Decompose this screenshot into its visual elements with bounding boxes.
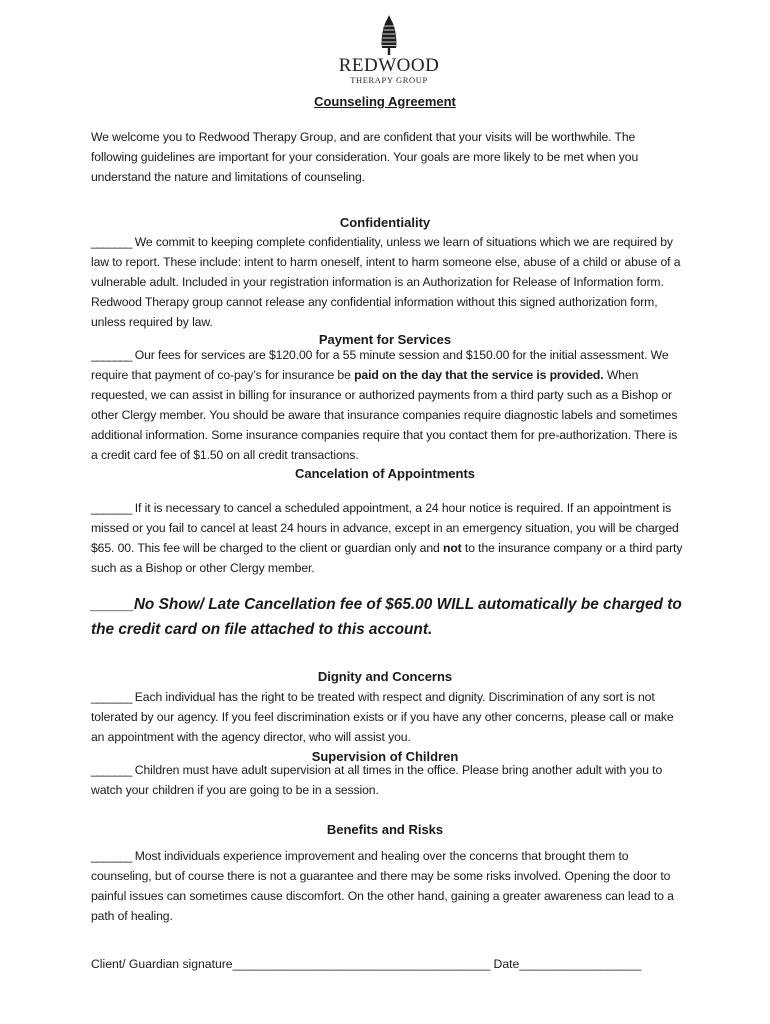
- cancelation-text-b: to the insurance company or a third party such as a Bishop or other Clergy member.: [91, 541, 683, 575]
- intro-paragraph: We welcome you to Redwood Therapy Group, and are confident that your visits will be worthwhile. The following guidelines are important for your consideration. Your goals are more likely to be met when you understand the nature and limitations of counseling.: [91, 130, 639, 184]
- cancelation-paragraph: [91, 498, 685, 578]
- noshow-notice: [91, 592, 691, 642]
- confidentiality-text: We commit to keeping complete confidentiality, unless we learn of situations which we are required by law to report. These include: intent to harm oneself, intent to harm someone else, abuse of a child or abuse of a vulnerable adult. Included in your registration information is an Authorization for Release of Information form. Redwood Therapy group cannot release any confidential information without this signed authorization form, unless required by law.: [91, 235, 681, 329]
- logo-subtitle: THERAPY GROUP: [350, 75, 428, 85]
- initials-blank[interactable]: _______: [91, 235, 132, 249]
- redwood-tree-icon: [375, 14, 403, 56]
- initials-blank[interactable]: _______: [91, 849, 132, 863]
- payment-text-a: Our fees for services are $120.00 for a 55 minute session and $150.00 for the initial assessment. We require that payment of co-pay’s for insurance be: [91, 348, 669, 382]
- client-signature-line[interactable]: ______________________________________: [232, 957, 491, 971]
- confidentiality-heading: Confidentiality: [339, 215, 431, 230]
- signature-row: [91, 956, 691, 972]
- benefits-paragraph: [91, 846, 685, 926]
- dignity-text: Each individual has the right to be treated with respect and dignity. Discrimination of any sort is not tolerated by our agency. If you feel discrimination exists or if you have any other concerns, please call or make an appointment with the agency director, who will assist you.: [91, 690, 674, 744]
- payment-heading: Payment for Services: [318, 332, 452, 347]
- noshow-text: No Show/ Late Cancellation fee of $65.00 WILL automatically be charged to the credit card on file attached to this account.: [91, 596, 682, 638]
- dignity-heading: Dignity and Concerns: [317, 669, 453, 684]
- cancelation-bold-text: not: [442, 541, 462, 555]
- cancelation-heading: Cancelation of Appointments: [294, 466, 476, 481]
- supervision-paragraph: [91, 760, 685, 800]
- payment-paragraph: [91, 345, 685, 465]
- initials-blank[interactable]: _______: [91, 763, 132, 777]
- confidentiality-paragraph: [91, 232, 685, 332]
- benefits-heading: Benefits and Risks: [326, 822, 444, 837]
- initials-blank[interactable]: _____: [91, 596, 134, 613]
- date-line[interactable]: __________________: [519, 957, 642, 971]
- client-signature-label: Client/ Guardian signature: [91, 957, 233, 971]
- initials-blank[interactable]: _______: [91, 348, 132, 362]
- cancelation-text-a: If it is necessary to cancel a scheduled appointment, a 24 hour notice is required. If an appointment is missed or you fail to cancel at least 24 hours in advance, except in an emergency situation, you will be charged $65. 00. This fee will be charged to the client or guardian only and: [91, 501, 679, 555]
- supervision-heading: Supervision of Children: [311, 749, 459, 764]
- logo-name: REDWOOD: [338, 55, 440, 76]
- initials-blank[interactable]: _______: [91, 690, 132, 704]
- initials-blank[interactable]: _______: [91, 501, 132, 515]
- payment-text-b: When requested, we can assist in billing for insurance or authorized payments from a third party such as a Bishop or other Clergy member. You should be aware that insurance companies require diagnostic labels and sometimes additional information. Some insurance companies require that you contact them for pre-authorization. There is a credit card fee of $1.50 on all credit transactions.: [91, 368, 678, 462]
- redwood-logo: [327, 14, 451, 86]
- date-label: Date: [490, 957, 520, 971]
- supervision-text: Children must have adult supervision at all times in the office. Please bring another adult with you to watch your children if you are going to be in a session.: [91, 763, 663, 797]
- document-title: Counseling Agreement: [314, 94, 456, 109]
- dignity-paragraph: [91, 687, 685, 747]
- benefits-text: Most individuals experience improvement and healing over the concerns that brought them to counseling, but of course there is not a guarantee and there may be some risks involved. Opening the door to painful issues can sometimes cause discomfort. On the other hand, gaining a greater awareness can lead to a path of healing.: [91, 849, 674, 923]
- payment-bold-text: paid on the day that the service is provided.: [354, 368, 604, 382]
